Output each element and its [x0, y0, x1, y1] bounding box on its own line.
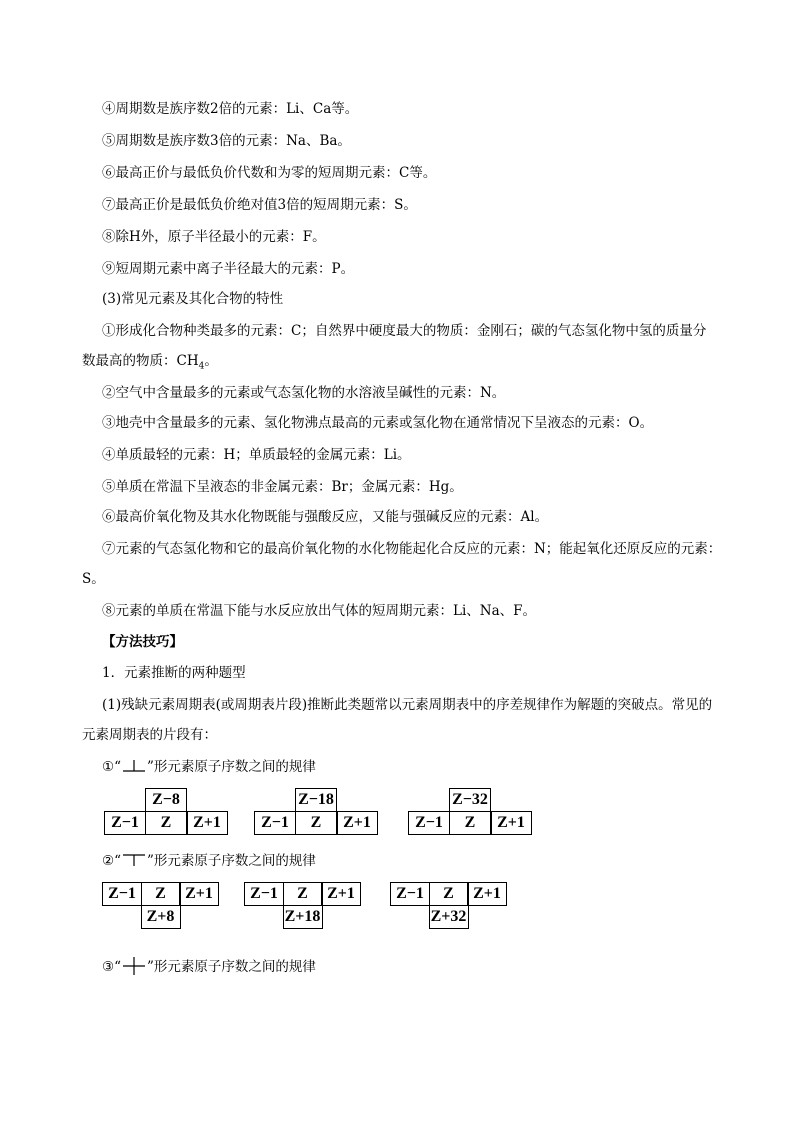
list-item: ③地壳中含量最多的元素、氢化物沸点最高的元素或氢化物在通常情况下呈液态的元素：O。	[102, 415, 654, 431]
inverted-t-grid	[408, 788, 532, 836]
grid-cell-left: Z−1	[390, 882, 430, 906]
list-item: ⑥最高正价与最低负价代数和为零的短周期元素：C等。	[102, 165, 437, 181]
t-grid	[390, 882, 506, 930]
rule-heading	[102, 852, 316, 870]
list-item: ⑦最高正价是最低负价绝对值3倍的短周期元素：S。	[102, 197, 417, 213]
rule-suffix: ”形元素原子序数之间的规律	[147, 853, 316, 869]
point-title: 1．元素推断的两种题型	[102, 665, 246, 681]
text-suffix: 。	[204, 353, 218, 369]
rule-prefix: ②“	[102, 853, 122, 869]
inverted-t-shape-icon	[121, 759, 147, 773]
grid-cell-left: Z−1	[104, 811, 146, 835]
list-item: ④周期数是族序数2倍的元素：Li、Ca等。	[102, 101, 359, 117]
rule-suffix: ”形元素原子序数之间的规律	[147, 959, 316, 975]
list-item-continuation: S。	[82, 571, 105, 587]
list-item: ⑤周期数是族序数3倍的元素：Na、Ba。	[102, 133, 351, 149]
grid-cell-right: Z+1	[186, 811, 228, 835]
t-grid	[102, 882, 218, 930]
grid-cell-bottom: Z+8	[141, 905, 181, 929]
list-item: ⑦元素的气态氢化物和它的最高价氧化物的水化物能起化合反应的元素：N；能起氧化还原反应的元素：	[102, 541, 722, 557]
grid-cell-top: Z−8	[145, 788, 187, 812]
rule-prefix: ③“	[102, 959, 122, 975]
grid-cell-center: Z	[295, 811, 338, 835]
list-item: ⑧除H外，原子半径最小的元素：F。	[102, 229, 326, 245]
paragraph-continuation: 元素周期表的片段有：	[82, 727, 217, 743]
grid-cell-top: Z−32	[449, 788, 491, 812]
text-prefix: 数最高的物质：CH	[82, 353, 199, 369]
inverted-t-grid	[104, 788, 228, 836]
grid-cell-left: Z−1	[102, 882, 142, 906]
cross-shape-icon	[121, 957, 147, 975]
grid-cell-right: Z+1	[179, 882, 219, 906]
paragraph: (1)残缺元素周期表(或周期表片段)推断此类题常以元素周期表中的序差规律作为解题的突破点。常见的	[102, 697, 713, 713]
list-item: ⑤单质在常温下呈液态的非金属元素：Br；金属元素：Hg。	[102, 479, 463, 495]
grid-cell-left: Z−1	[244, 882, 284, 906]
method-heading: 【方法技巧】	[102, 634, 183, 650]
rule-heading	[102, 957, 316, 976]
grid-cell-bottom: Z+18	[283, 905, 323, 929]
rule-heading	[102, 758, 316, 776]
t-grid	[244, 882, 360, 930]
rule-suffix: ”形元素原子序数之间的规律	[147, 759, 316, 775]
grid-cell-center: Z	[449, 811, 492, 835]
list-item: ⑨短周期元素中离子半径最大的元素：P。	[102, 261, 355, 277]
section-heading: (3)常见元素及其化合物的特性	[102, 291, 284, 307]
list-item: ①形成化合物种类最多的元素：C；自然界中硬度最大的物质：金刚石；碳的气态氢化物中氢的质量分	[102, 323, 707, 339]
list-item: ④单质最轻的元素：H；单质最轻的金属元素：Li。	[102, 447, 411, 463]
grid-cell-right: Z+1	[336, 811, 378, 835]
grid-cell-center: Z	[141, 882, 181, 906]
t-shape-icon	[121, 853, 147, 867]
grid-cell-bottom: Z+32	[429, 905, 469, 929]
list-item: ②空气中含量最多的元素或气态氢化物的水溶液呈碱性的元素：N。	[102, 385, 506, 401]
grid-cell-right: Z+1	[490, 811, 532, 835]
grid-cell-center: Z	[145, 811, 188, 835]
grid-cell-left: Z−1	[408, 811, 450, 835]
grid-cell-left: Z−1	[254, 811, 296, 835]
grid-cell-right: Z+1	[321, 882, 361, 906]
subscript: 4	[198, 361, 205, 372]
list-item: ⑧元素的单质在常温下能与水反应放出气体的短周期元素：Li、Na、F。	[102, 603, 537, 619]
grid-cell-center: Z	[429, 882, 469, 906]
rule-prefix: ①“	[102, 759, 122, 775]
grid-cell-right: Z+1	[467, 882, 507, 906]
grid-cell-top: Z−18	[295, 788, 337, 812]
list-item: ⑥最高价氧化物及其水化物既能与强酸反应，又能与强碱反应的元素：Al。	[102, 509, 549, 525]
list-item-continuation	[82, 352, 218, 370]
grid-cell-center: Z	[283, 882, 323, 906]
inverted-t-grid	[254, 788, 378, 836]
